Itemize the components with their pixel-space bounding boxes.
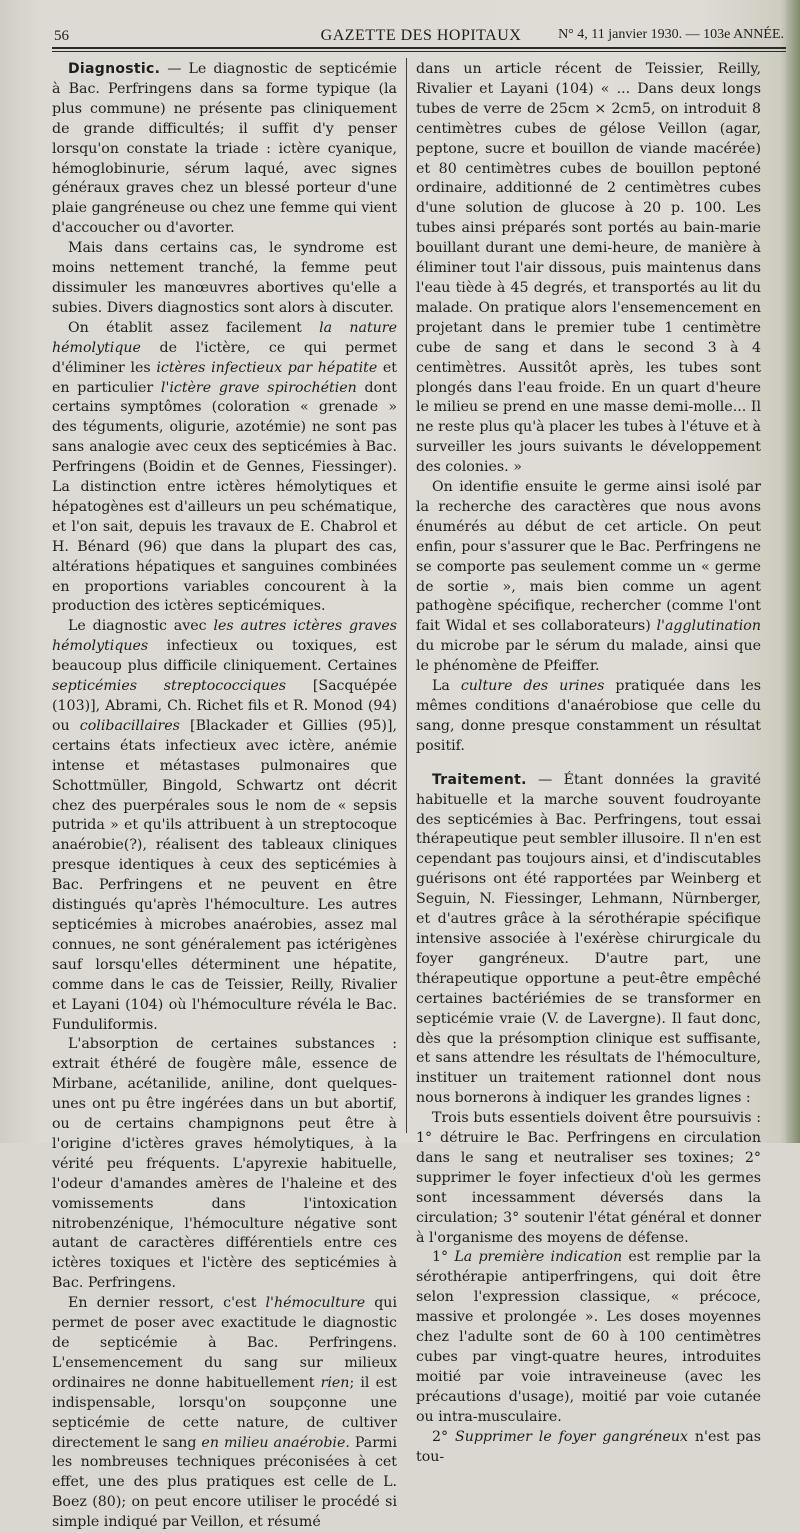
paragraph (52, 617, 397, 1035)
right-column (416, 60, 761, 1467)
text: n'est pas tou- (416, 1428, 761, 1465)
italic-text: l'agglutination (656, 618, 761, 635)
text: [Blackader et Gillies (95)], certains états infectieux avec ictère, anémie intense et métastases pulmonaires que Schottmüller, Bingold, Schwartz ont décrit chez des puerpérales sous le nom de « sepsis putrida » et qu'ils attribuent à un streptocoque anaérobie(?), réalisent des tableaux cliniques presque identiques à ceux des septicémies à Bac. Perfringens et ne peuvent en être distingués qu'après l'hémoculture. Les autres septicémies à microbes anaérobies, assez mal connues, ne sont généralement pas ictérigènes sauf lorsqu'elles déterminent une hépatite, comme dans le cas de Teissier, Reilly, Rivalier et Layani (104) où l'hémoculture révéla le Bac. Funduliformis. (52, 717, 397, 1033)
header-rule-thin (52, 51, 788, 52)
paragraph: dans un article récent de Teissier, Reilly, Rivalier et Layani (104) « ... Dans deux longs tubes de verre de 25cm × 2cm5, on introduit 8 centimètres cubes de gélose Veillon (agar, peptone, sucre et bouillon de viande macérée) et 80 centimètres cubes de bouillon peptoné ordinaire, additionné de 2 centimètres cubes d'une solution de glucose à 20 p. 100. Les tubes ainsi préparés sont portés au bain-marie bouillant durant une demi-heure, de manière à éliminer tout l'air dissous, puis maintenus dans l'eau tiède à 45 degrés, et transportés au lit du malade. On pratique alors l'ensemencement en projetant dans le premier tube 1 centimètre cube de sang et dans le second 3 à 4 centimètres. Aussitôt après, les tubes sont plongés dans l'eau froide. En un quart d'heure le milieu se prend en une masse demi-molle... Il ne reste plus qu'à placer les tubes à l'étuve et à surveiller les jours suivants le développement des colonies. » (416, 61, 761, 476)
page-number: 56 (54, 28, 69, 44)
italic-text: culture des urines (460, 678, 605, 695)
italic-text: La première indication (454, 1249, 623, 1266)
italic-text: en milieu anaérobie. (201, 1434, 350, 1451)
journal-title: GAZETTE DES HOPITAUX (320, 27, 522, 44)
text: ; il est indispensable, lorsqu'on soupçonne une septicémie de cette nature, de cultiver directement le sang (52, 1374, 397, 1451)
column-divider (406, 58, 407, 1133)
text: est remplie par la sérothérapie antiperfringens, qui doit être selon l'expression classique, « précoce, massive et prolongée ». Les doses moyennes chez l'adulte sont de 60 à 100 centimètres cubes par vingt-quatre heures, introduites moitié par voie intraveineuse (avec les précautions d'usage), moitié par voie cutanée ou intra-musculaire. (416, 1249, 761, 1425)
text: On établit assez facilement (68, 319, 320, 336)
paragraph: L'absorption de certaines substances : extrait éthéré de fougère mâle, essence de Mirbane, acétanilide, aniline, dont quelques-unes ont pu être ingérées dans un but abortif, ou de certains champignons peut être à l'origine d'ictères graves hémolytiques, à la vérité peu fréquents. L'apyrexie habituelle, l'odeur d'amandes amères de l'haleine et des vomissements dans l'intoxication nitrobenzénique, l'hémoculture négative sont autant de caractères différentiels entre ces ictères toxiques et l'ictère des septicémies à Bac. Perfringens. (52, 1036, 397, 1292)
paragraph (52, 60, 397, 239)
paragraph (416, 1428, 761, 1468)
paragraph (416, 677, 761, 757)
italic-text: septicémies streptococciques (52, 678, 287, 695)
italic-text: colibacillaires (79, 717, 180, 734)
header-rule (52, 47, 788, 49)
text: et en particulier (52, 359, 398, 396)
text: du microbe par le sérum du malade, ainsi que le phénomène de Pfeiffer. (416, 638, 761, 675)
italic-text: rien (320, 1374, 350, 1391)
italic-text: l'hémoculture (265, 1295, 366, 1312)
page-edge (786, 0, 800, 1143)
paragraph (416, 478, 761, 677)
italic-text: Supprimer le foyer gangréneux (454, 1428, 689, 1445)
text: qui permet de poser avec exactitude le diagnostic de septicémie à Bac. Perfringens. L'ensemencement du sang sur milieux ordinaires ne donne habituellement (52, 1295, 397, 1391)
paragraph: Mais dans certains cas, le syndrome est moins nettement tranché, la femme peut dissimuler les manœuvres abortives qu'elle a subies. Divers diagnostics sont alors à discuter. (52, 240, 397, 316)
text: de l'ictère, ce qui permet d'éliminer les (52, 339, 397, 376)
paragraph (416, 771, 761, 1109)
paragraph (52, 1294, 397, 1533)
text: Le diagnostic avec (68, 618, 214, 635)
paragraph: Trois buts essentiels doivent être poursuivis : 1° détruire le Bac. Perfringens en circulation dans le sang et neutraliser ses toxines; 2° supprimer le foyer infectieux d'où les germes sont incessamment déversés dans la circulation; 3° soutenir l'état général et donner à l'organisme des moyens de défense. (416, 1110, 761, 1246)
text: On identifie ensuite le germe ainsi isolé par la recherche des caractères que nous avons énumérés au début de cet article. On peut enfin, pour s'assurer que le Bac. Perfringens ne se comporte pas seulement comme un « germe de sortie », mais bien comme un agent pathogène spécifique, rechercher (comme l'ont fait Widal et ses collaborateurs) (416, 479, 761, 635)
text: [Sacquépée (103)], Abrami, Ch. Richet fils et R. Monod (94) ou (52, 678, 397, 734)
italic-text: ictères infectieux par hépatite (156, 359, 378, 376)
text: 1° (432, 1249, 455, 1266)
italic-text: l'ictère grave spirochétien (160, 379, 357, 396)
italic-text: la nature hémolytique (52, 319, 397, 356)
text: En dernier ressort, c'est (68, 1295, 266, 1312)
text: dont certains symptômes (coloration « grenade » des téguments, oligurie, azotémie) ne sont pas sans analogie avec ceux des septicémies à Bac. Perfringens (Boidin et de Gennes, Fiessinger). La distinction entre ictères hémolytiques et hépatogènes est d'ailleurs un peu schématique, et l'on sait, depuis les travaux de E. Chabrol et H. Bénard (96) que dans la plupart des cas, altérations hépatiques et sanguines combinées en proportions variables concourent à la production des ictères septicémiques. (52, 379, 397, 615)
paragraph (52, 319, 397, 618)
text: — Le diagnostic de septicémie à Bac. Perfringens dans sa forme typique (la plus commune) ne présente pas cliniquement de grande difficultés; il suffit d'y penser lorsqu'on constate la triade : ictère cyanique, hémoglobinurie, sérum laqué, avec signes généraux graves chez un blessé porteur d'une plaie gangréneuse ou chez une femme qui vient d'accoucher ou d'avorter. (52, 61, 397, 237)
text: pratiquée dans les mêmes conditions d'anaérobiose que celle du sang, donne presque constamment un résultat positif. (416, 678, 762, 754)
text: Parmi les nombreuses techniques préconisées à cet effet, une des plus pratiques est celle de L. Boez (80); on peut encore utiliser le procédé si simple indiqué par Veillon, et résumé (52, 1434, 397, 1531)
paragraph (416, 1248, 761, 1427)
text: infectieux ou toxiques, est beaucoup plus difficile cliniquement. Certaines (52, 638, 397, 675)
running-header (52, 22, 790, 44)
left-column (52, 60, 397, 1533)
text: 2° (432, 1428, 455, 1445)
issue-info: N° 4, 11 janvier 1930. — 103e ANNÉE. (558, 27, 784, 42)
text: La (432, 678, 461, 695)
section-heading-traitement: Traitement. (432, 771, 527, 788)
section-heading-diagnostic: Diagnostic. (68, 61, 161, 77)
italic-text: les autres ictères graves hémolytiques (52, 618, 397, 655)
text: — Étant données la gravité habituelle et la marche souvent foudroyante des septicémies à Bac. Perfringens, tout essai thérapeutique peut sembler illusoire. Il n'en est cependant pas toujours ainsi, et d'indiscutables guérisons ont été rapportées par Weinberg et Seguin, N. Fiessinger, Lehmann, Nürnberger, et d'autres grâce à la sérothérapie spécifique intensive associée à l'exérèse chirurgicale du foyer gangréneux. D'autre part, une thérapeutique opportune a peut-être empêché certaines bactériémies de se transformer en septicémie vraie (V. de Lavergne). Il faut donc, dès que la présomption clinique est suffisante, et sans attendre les résultats de l'hémoculture, instituer un traitement rationnel dont nous nous bornerons à indiquer les grandes lignes : (416, 771, 761, 1107)
